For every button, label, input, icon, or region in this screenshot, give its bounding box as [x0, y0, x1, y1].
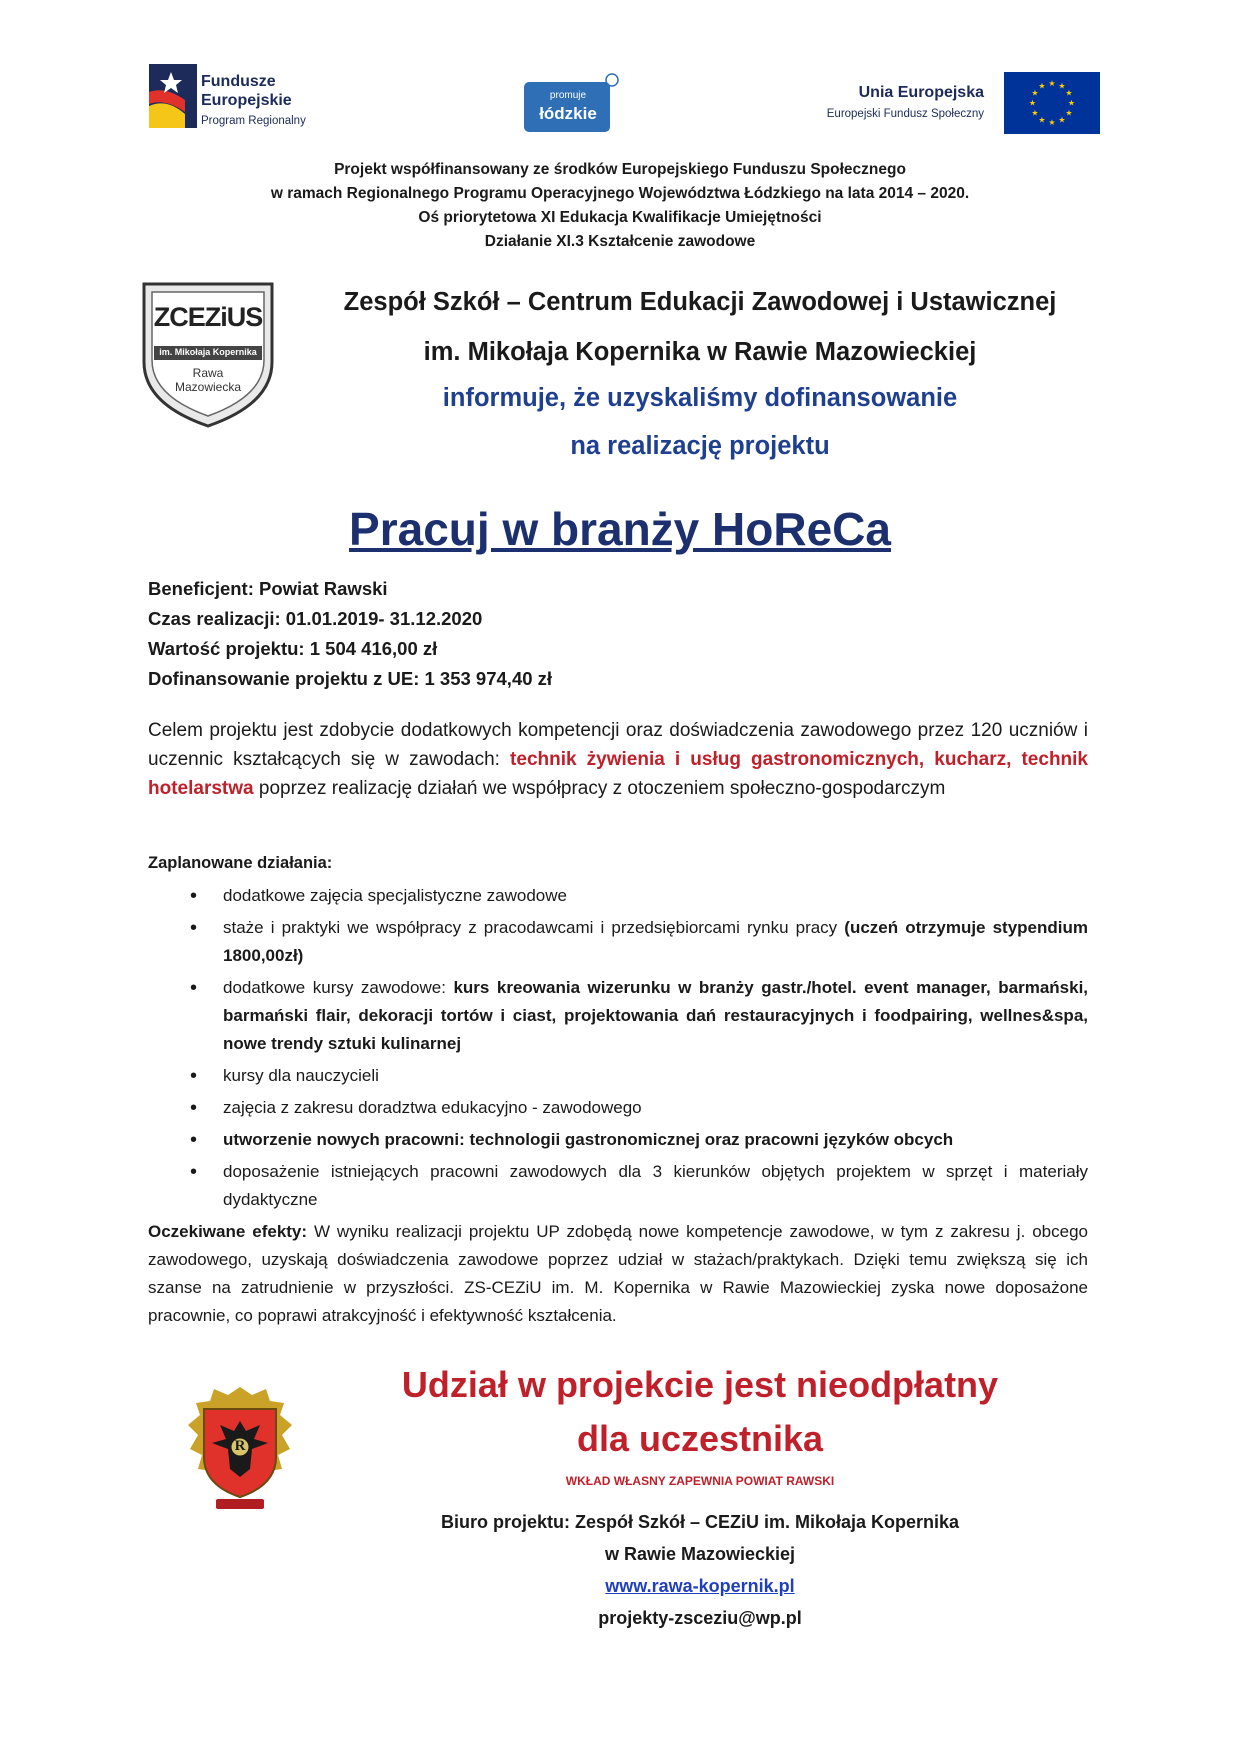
- goal-text-end: poprzez realizację działań we współpracy z otoczeniem społeczno-gospodarczym: [253, 778, 946, 799]
- goal-professions: technik żywienia i usług gastronomicznych, kucharz, technik hotelarstwa: [148, 749, 1088, 799]
- action-text: staże i praktyki we współpracy z pracodawcami i przedsiębiorcami rynku pracy: [223, 918, 845, 937]
- lodzkie-badge-icon: [522, 72, 620, 134]
- action-text: zajęcia z zakresu doradztwa edukacyjno - zawodowego: [223, 1098, 642, 1117]
- school-emblem: [140, 280, 276, 430]
- list-item: [148, 1126, 1088, 1154]
- school-emblem-line2: Rawa: [192, 366, 224, 380]
- fe-logo-line1: Fundusze: [201, 73, 276, 90]
- eu-flag-icon: [1004, 72, 1100, 134]
- lodzkie-logo-big: łódzkie: [539, 104, 597, 123]
- svg-text:★: ★: [1058, 81, 1066, 91]
- list-item: [148, 1062, 1088, 1090]
- own-contribution-note: WKŁAD WŁASNY ZAPEWNIA POWIAT RAWSKI: [565, 1474, 835, 1488]
- list-item: [148, 914, 1088, 970]
- school-name-line1: Zespół Szkół – Centrum Edukacji Zawodowej i Ustawicznej: [343, 288, 1057, 316]
- free-participation-line2: dla uczestnika: [576, 1418, 824, 1459]
- action-text: kursy dla nauczycieli: [223, 1066, 379, 1085]
- svg-text:★: ★: [1065, 88, 1073, 98]
- county-coat-of-arms: [180, 1385, 300, 1515]
- project-title: Pracuj w branży HoReCa: [349, 503, 891, 555]
- ue-logo-sub: Europejski Fundusz Społeczny: [826, 108, 984, 120]
- action-bold: kurs kreowania wizerunku w branży gastr./hotel. event manager, barmański, barmański flair, dekoracji tortów i ciast, projektowania dań restauracyjnych i foodpairing, wellnes&spa, nowe trendy sztuki kulinarnej: [223, 978, 1089, 1053]
- detail-value: Wartość projektu: 1 504 416,00 zł: [148, 638, 438, 659]
- detail-eu-funding: Dofinansowanie projektu z UE: 1 353 974,40 zł: [148, 668, 553, 689]
- svg-text:★: ★: [1031, 88, 1039, 98]
- svg-text:★: ★: [1067, 98, 1076, 108]
- fundusze-europejskie-logo: [145, 60, 345, 136]
- lodzkie-logo-small: promuje: [549, 90, 587, 101]
- free-participation-line1: Udział w projekcie jest nieodpłatny: [401, 1364, 999, 1405]
- fe-stars-icon: [145, 64, 197, 128]
- contact-email: projekty-zsceziu@wp.pl: [598, 1608, 802, 1628]
- ue-logo-name: Unia Europejska: [858, 84, 984, 101]
- effects-text: W wyniku realizacji projektu UP zdobędą nowe kompetencje zawodowe, w tym z zakresu j. obcego zawodowego, uzyskają doświadczenia zawodowe poprzez udział w stażach/praktykach. Dzięki temu zwiększą się ich szanse na zatrudnienie w przyszłości. ZS-CEZiU im. M. Kopernika w Rawie Mazowieckiej zyska nowe doposażone pracownie, co poprawi atrakcyjność i efektywność kształcenia.: [148, 1222, 1088, 1325]
- lodzkie-logo: [522, 72, 620, 134]
- fe-logo-sub: Program Regionalny: [201, 115, 306, 127]
- unia-europejska-logo: [800, 72, 1100, 134]
- school-emblem-line1: im. Mikołaja Kopernika: [159, 347, 257, 357]
- svg-text:★: ★: [1038, 115, 1046, 125]
- action-text: dodatkowe zajęcia specjalistyczne zawodowe: [223, 886, 567, 905]
- expected-effects: [148, 1218, 1088, 1330]
- coat-letter: R: [234, 1438, 246, 1454]
- cofinancing-statement: [0, 158, 1240, 254]
- actions-heading: Zaplanowane działania:: [148, 854, 333, 872]
- list-item: [148, 1094, 1088, 1122]
- detail-beneficiary: Beneficjent: Powiat Rawski: [148, 578, 388, 599]
- list-item: [148, 974, 1088, 1058]
- svg-text:★: ★: [1048, 118, 1056, 127]
- school-emblem-code: ZCEZiUS: [153, 302, 263, 332]
- detail-duration: Czas realizacji: 01.01.2019- 31.12.2020: [148, 608, 483, 629]
- funding-info-line2: na realizację projektu: [570, 432, 830, 460]
- intro-line: Projekt współfinansowany ze środków Europejskiego Funduszu Społecznego: [334, 161, 906, 178]
- actions-list: [148, 882, 1088, 1218]
- action-text: doposażenie istniejących pracowni zawodowych dla 3 kierunków objętych projektem w sprzęt i materiały dydaktyczne: [223, 1162, 1088, 1209]
- action-bold: utworzenie nowych pracowni: technologii gastronomicznej oraz pracowni języków obcych: [223, 1130, 954, 1149]
- school-emblem-line3: Mazowiecka: [174, 380, 242, 394]
- svg-text:★: ★: [1028, 98, 1037, 108]
- project-office-line2: w Rawie Mazowieckiej: [604, 1544, 796, 1564]
- goal-text: Celem projektu jest zdobycie dodatkowych kompetencji oraz doświadczenia zawodowego przez 120 uczniów i uczennic kształcących się w zawodach:: [148, 720, 1088, 770]
- svg-text:★: ★: [1065, 108, 1073, 118]
- svg-text:★: ★: [1048, 79, 1056, 88]
- svg-text:★: ★: [1031, 108, 1039, 118]
- svg-text:★: ★: [1038, 81, 1046, 91]
- intro-line: Działanie XI.3 Kształcenie zawodowe: [484, 233, 756, 250]
- action-text: dodatkowe kursy zawodowe:: [223, 978, 454, 997]
- list-item: [148, 1158, 1088, 1214]
- svg-text:★: ★: [1058, 115, 1066, 125]
- fe-logo-line2: Europejskie: [201, 92, 292, 109]
- project-goal: [148, 716, 1088, 803]
- effects-label: Oczekiwane efekty:: [148, 1222, 308, 1241]
- school-name-line2: im. Mikołaja Kopernika w Rawie Mazowieckiej: [423, 338, 977, 366]
- list-item: [148, 882, 1088, 910]
- intro-line: w ramach Regionalnego Programu Operacyjnego Województwa Łódzkiego na lata 2014 – 2020.: [270, 185, 970, 202]
- project-office-line1: Biuro projektu: Zespół Szkół – CEZiU im. Mikołaja Kopernika: [440, 1512, 960, 1532]
- intro-line: Oś priorytetowa XI Edukacja Kwalifikacje Umiejętności: [418, 209, 822, 226]
- website-link[interactable]: www.rawa-kopernik.pl: [605, 1576, 795, 1596]
- action-bold: (uczeń otrzymuje stypendium 1800,00zł): [223, 918, 1088, 965]
- funding-info-line1: informuje, że uzyskaliśmy dofinansowanie: [442, 384, 958, 412]
